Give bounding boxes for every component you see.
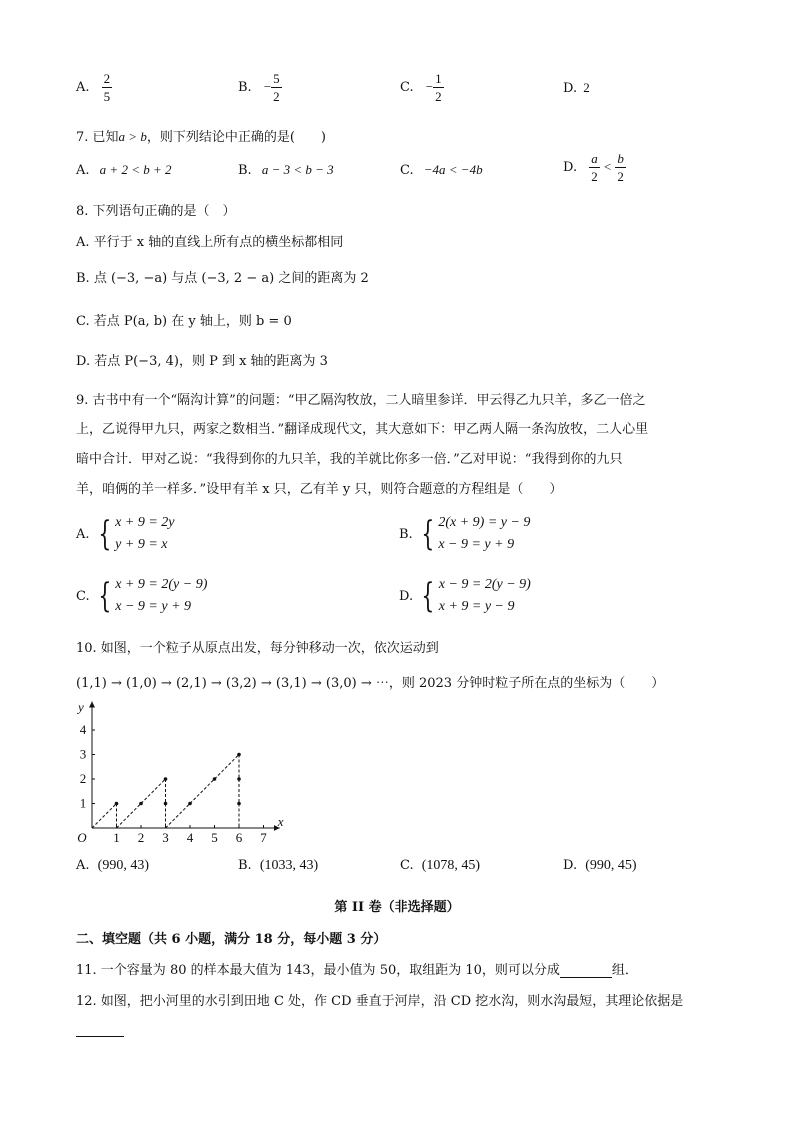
particle-path-chart — [72, 700, 302, 848]
equation-lines — [438, 512, 530, 556]
x-axis-label: x — [277, 814, 284, 829]
sign: − — [263, 79, 272, 94]
option-value: (990, 43) — [97, 858, 149, 873]
y-tick-label: 2 — [79, 771, 87, 786]
equation: 2(x + 9) = y − 9 — [438, 515, 531, 530]
option-label: A. — [76, 858, 90, 873]
q7-option-b — [238, 162, 334, 178]
q8-option-a: A. 平行于 x 轴的直线上所有点的横坐标都相同 — [76, 235, 344, 250]
path-segment — [215, 755, 240, 780]
q6-option-b — [238, 72, 282, 103]
fraction — [102, 72, 113, 103]
q6-option-d — [563, 80, 590, 96]
chart-layer — [76, 700, 284, 845]
q11 — [76, 959, 638, 978]
option-value: (990, 45) — [585, 858, 637, 873]
option-label: D. — [563, 160, 578, 175]
option-label: A. — [76, 80, 90, 95]
equation: x + 9 = 2y — [115, 515, 175, 530]
q11-tail: 组． — [611, 963, 638, 978]
x-tick-label: 1 — [113, 830, 120, 845]
q7-option-a — [76, 162, 172, 178]
q7-condition: a > b — [118, 129, 147, 144]
q9-option-a — [76, 512, 175, 556]
option-label: C. — [76, 588, 90, 604]
y-tick-label: 1 — [79, 795, 87, 811]
path-segment — [141, 779, 166, 804]
q10-line-2: (1,1) → (1,0) → (2,1) → (3,2) → (3,1) → (3,0) → ⋯，则 2023 分钟时粒子所在点的坐标为（ ） — [76, 676, 665, 691]
q9-line-1: 9. 古书中有一个“隔沟计算”的问题：“甲乙隔沟牧放，二人暗里参详．甲云得乙九只羊，多乙一倍之 — [76, 393, 646, 408]
q6-option-c — [400, 72, 444, 103]
equation: x − 9 = 2(y − 9) — [438, 577, 531, 592]
brace-icon: { — [97, 514, 111, 554]
equation-system — [76, 574, 207, 618]
y-tick-label: 3 — [79, 746, 87, 762]
x-tick-label: 3 — [162, 830, 169, 845]
denominator: 2 — [273, 89, 280, 104]
equation-lines — [115, 574, 207, 618]
operator: < — [603, 159, 612, 174]
option-label: A. — [76, 163, 90, 178]
equation-lines — [115, 512, 174, 556]
brace-icon: { — [421, 514, 434, 554]
x-tick-label: 2 — [137, 830, 145, 845]
part-title: 第 II 卷（非选择题） — [334, 900, 460, 915]
q7-stem-rest: ，则下列结论中正确的是( ) — [146, 130, 326, 145]
q10-line-1: 10. 如图，一个粒子从原点出发，每分钟移动一次，依次运动到 — [76, 641, 439, 656]
option-value: (1033, 43) — [259, 858, 319, 873]
path-point — [213, 777, 217, 781]
fraction — [271, 72, 282, 103]
q8-option-d: D. 若点 P(−3, 4)，则 P 到 x 轴的距离为 3 — [76, 354, 328, 369]
fraction — [433, 72, 444, 103]
fraction — [615, 152, 626, 183]
path-point — [237, 802, 241, 806]
option-label: C. — [400, 163, 414, 178]
numerator: 1 — [435, 71, 442, 86]
x-tick-label: 4 — [186, 830, 194, 845]
q10-option-b — [238, 858, 318, 874]
denominator: 2 — [617, 169, 624, 184]
numerator: 5 — [273, 71, 280, 86]
q7-stem — [76, 126, 326, 145]
q9-line-3: 暗中合计．甲对乙说：“我得到你的九只羊，我的羊就比你多一倍．”乙对甲说：“我得到你的九只 — [76, 452, 623, 467]
option-value: (1078, 45) — [421, 858, 481, 873]
equation: x − 9 = y + 9 — [438, 537, 515, 552]
equation: x + 9 = 2(y − 9) — [115, 577, 208, 592]
option-value: −4a < −4b — [423, 162, 483, 177]
option-label: B. — [238, 858, 252, 873]
option-value: 2 — [583, 80, 590, 95]
x-tick-label: 5 — [211, 830, 218, 845]
denominator: 2 — [591, 169, 598, 184]
denominator: 5 — [103, 89, 111, 104]
option-label: B. — [399, 526, 413, 542]
q9-option-b — [399, 512, 530, 556]
q7-stem-text: 7. 已知 — [76, 130, 119, 145]
q7-option-c — [400, 162, 483, 178]
option-label: D. — [563, 81, 578, 96]
option-label: B. — [238, 163, 252, 178]
option-label: C. — [400, 858, 414, 873]
path-point — [115, 802, 119, 806]
answer-blank[interactable] — [76, 1022, 124, 1037]
path-segment — [166, 804, 191, 829]
numerator: 2 — [103, 71, 111, 86]
q8-stem: 8. 下列语句正确的是（ ） — [76, 204, 236, 219]
equation-system — [399, 512, 530, 556]
q9-line-2: 上，乙说得甲九只，两家之数相当．”翻译成现代文，其大意如下：甲乙两人隔一条沟放牧，二人心里 — [76, 422, 649, 437]
equation: y + 9 = x — [115, 537, 168, 552]
brace-icon: { — [421, 576, 435, 616]
y-tick-label: 4 — [79, 722, 87, 737]
q10-option-a — [76, 858, 149, 874]
q6-option-a — [76, 72, 112, 103]
x-tick-label: 6 — [235, 830, 243, 845]
q9-option-c — [76, 574, 207, 618]
option-label: D. — [399, 588, 414, 604]
option-label: B. — [238, 80, 252, 95]
path-point — [164, 802, 168, 806]
equation-system — [399, 574, 531, 618]
option-label: A. — [76, 526, 90, 542]
q10-option-c — [400, 858, 480, 874]
path-point — [139, 802, 143, 806]
option-value: a + 2 < b + 2 — [99, 162, 172, 177]
answer-blank[interactable] — [560, 963, 612, 978]
equation: x + 9 = y − 9 — [438, 599, 515, 614]
q7-option-d — [563, 152, 626, 183]
brace-icon: { — [97, 576, 111, 616]
q11-text: 11. 一个容量为 80 的样本最大值为 143，最小值为 50，取组距为 10，则可以分成 — [76, 963, 560, 978]
origin-label: O — [77, 830, 87, 845]
sign: − — [425, 79, 434, 94]
q8-option-c: C. 若点 P(a, b) 在 y 轴上，则 b = 0 — [76, 314, 292, 329]
option-label: C. — [400, 80, 414, 95]
y-axis-label: y — [78, 700, 84, 715]
q10-option-d — [563, 858, 637, 874]
path-segment — [117, 804, 142, 829]
numerator: b — [617, 151, 624, 166]
equation: x − 9 = y + 9 — [115, 599, 192, 614]
q12: 12. 如图，把小河里的水引到田地 C 处，作 CD 垂直于河岸，沿 CD 挖水沟，则水沟最短，其理论依据是 — [76, 994, 684, 1009]
equation-system — [76, 512, 175, 556]
path-point — [237, 753, 241, 757]
path-segment — [190, 779, 215, 804]
q9-line-4: 羊，咱俩的羊一样多．”设甲有羊 x 只，乙有羊 y 只，则符合题意的方程组是（ ） — [76, 482, 563, 497]
path-segment — [92, 804, 117, 829]
option-label: D. — [563, 858, 578, 873]
path-point — [188, 802, 192, 806]
path-point — [237, 777, 241, 781]
path-point — [164, 777, 168, 781]
q8-option-b: B. 点 (−3, −a) 与点 (−3, 2 − a) 之间的距离为 2 — [76, 271, 369, 286]
section-heading: 二、填空题（共 6 小题，满分 18 分，每小题 3 分） — [76, 932, 387, 947]
numerator: a — [591, 151, 598, 166]
denominator: 2 — [435, 89, 442, 104]
q9-option-d — [399, 574, 531, 618]
x-tick-label: 7 — [260, 830, 267, 845]
fraction — [589, 152, 600, 183]
option-value: a − 3 < b − 3 — [261, 162, 334, 177]
equation-lines — [439, 574, 531, 618]
